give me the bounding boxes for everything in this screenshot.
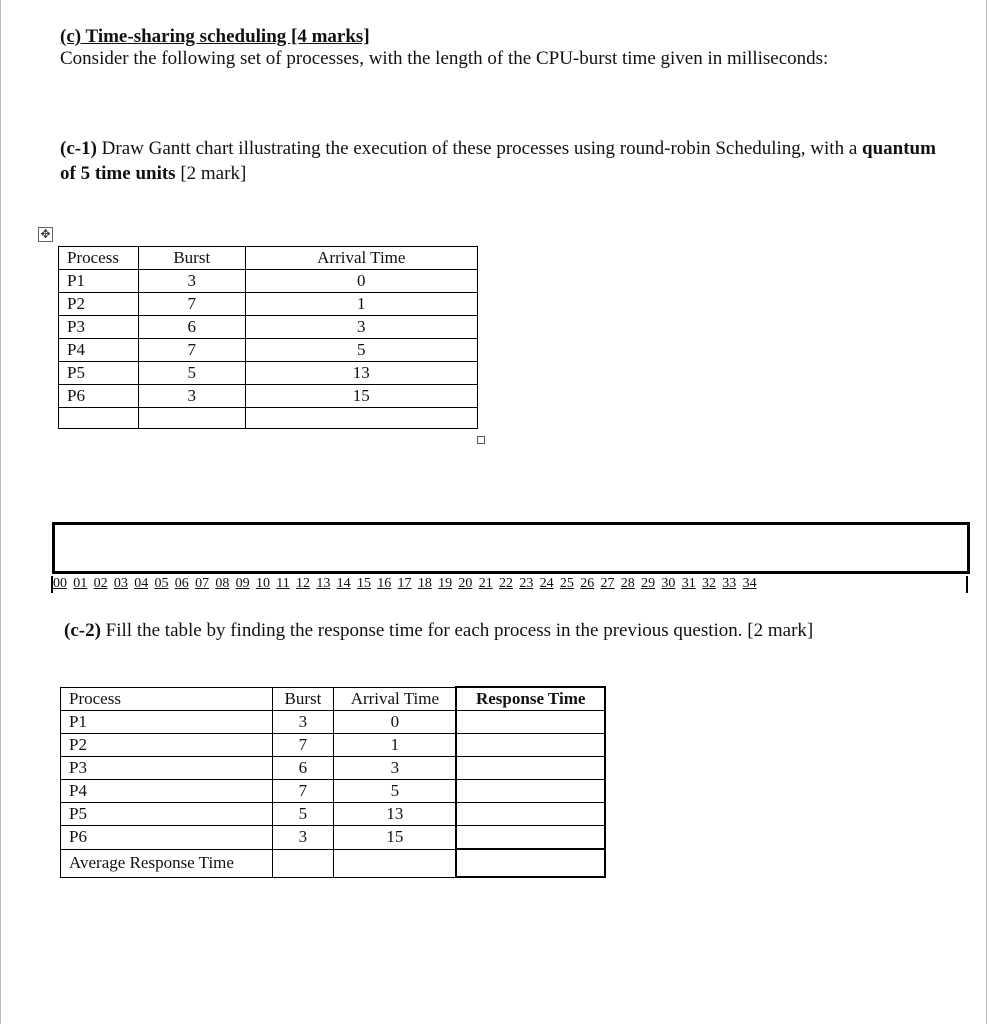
table-row bbox=[61, 757, 606, 780]
cell-arrival: 0 bbox=[245, 270, 477, 293]
table-resize-handle[interactable] bbox=[477, 436, 485, 444]
cell-arrival: 13 bbox=[245, 362, 477, 385]
table-row bbox=[59, 362, 478, 385]
gantt-time-axis bbox=[51, 576, 968, 593]
table-row bbox=[61, 711, 606, 734]
cell-arrival: 13 bbox=[334, 803, 457, 826]
table-header-row bbox=[61, 687, 606, 711]
cell-arrival: 1 bbox=[334, 734, 457, 757]
table-row bbox=[61, 780, 606, 803]
cell-burst: 7 bbox=[272, 734, 334, 757]
process-table bbox=[58, 246, 478, 429]
cell-process: P1 bbox=[61, 711, 273, 734]
question-c1-label: (c-1) bbox=[60, 138, 97, 159]
cell-arrival: 15 bbox=[245, 385, 477, 408]
cell-response[interactable] bbox=[456, 757, 605, 780]
gantt-tick-label: 06 bbox=[174, 576, 189, 591]
header-burst: Burst bbox=[138, 247, 245, 270]
question-c1-text: Draw Gantt chart illustrating the execution of these processes using round-robin Scheduling, with a bbox=[96, 138, 863, 159]
table-row bbox=[59, 385, 478, 408]
gantt-tick-label: 02 bbox=[93, 576, 108, 591]
gantt-tick-label: 26 bbox=[580, 576, 595, 591]
section-heading: (c) Time-sharing scheduling [4 marks] bbox=[60, 26, 370, 47]
cell-burst: 3 bbox=[272, 711, 334, 734]
table-row bbox=[59, 293, 478, 316]
gantt-tick-label: 12 bbox=[296, 576, 311, 591]
cell-empty[interactable] bbox=[59, 408, 139, 429]
cell-empty[interactable] bbox=[272, 849, 334, 877]
cell-burst: 3 bbox=[272, 826, 334, 850]
gantt-tick-label: 34 bbox=[742, 576, 757, 591]
gantt-tick-label: 13 bbox=[316, 576, 331, 591]
cell-burst: 7 bbox=[138, 339, 245, 362]
gantt-tick-label: 19 bbox=[438, 576, 453, 591]
header-process: Process bbox=[61, 687, 273, 711]
cell-burst: 7 bbox=[138, 293, 245, 316]
cell-arrival: 15 bbox=[334, 826, 457, 850]
question-c1 bbox=[60, 136, 940, 186]
gantt-tick-label: 21 bbox=[478, 576, 493, 591]
response-time-table bbox=[60, 686, 606, 878]
gantt-tick-label: 15 bbox=[356, 576, 371, 591]
gantt-tick-label: 22 bbox=[499, 576, 514, 591]
gantt-tick-label: 31 bbox=[681, 576, 696, 591]
question-c1-bold: quantum of 5 time units bbox=[60, 138, 936, 184]
header-response: Response Time bbox=[456, 687, 605, 711]
table-row bbox=[61, 734, 606, 757]
gantt-tick-label: 33 bbox=[722, 576, 737, 591]
gantt-tick-label: 01 bbox=[73, 576, 88, 591]
question-c1-marks: [2 mark] bbox=[175, 163, 247, 184]
gantt-tick-label: 30 bbox=[661, 576, 676, 591]
table-row-empty bbox=[59, 408, 478, 429]
cell-arrival: 5 bbox=[245, 339, 477, 362]
gantt-tick-label: 17 bbox=[397, 576, 412, 591]
cell-process: P2 bbox=[61, 734, 273, 757]
cell-response[interactable] bbox=[456, 803, 605, 826]
cell-arrival: 3 bbox=[245, 316, 477, 339]
cell-arrival: 3 bbox=[334, 757, 457, 780]
gantt-tick-label: 27 bbox=[600, 576, 615, 591]
cell-process: P3 bbox=[61, 757, 273, 780]
header-burst: Burst bbox=[272, 687, 334, 711]
header-arrival: Arrival Time bbox=[245, 247, 477, 270]
gantt-tick-label: 29 bbox=[641, 576, 656, 591]
cell-response[interactable] bbox=[456, 780, 605, 803]
cell-process: P4 bbox=[59, 339, 139, 362]
gantt-tick-label: 28 bbox=[620, 576, 635, 591]
gantt-tick-label: 08 bbox=[215, 576, 230, 591]
cell-burst: 5 bbox=[138, 362, 245, 385]
cell-burst: 7 bbox=[272, 780, 334, 803]
gantt-chart-box[interactable] bbox=[52, 522, 970, 574]
gantt-tick-label: 25 bbox=[559, 576, 574, 591]
cell-burst: 6 bbox=[138, 316, 245, 339]
table-row bbox=[61, 803, 606, 826]
question-c2-text: Fill the table by finding the response time for each process in the previous question. [2 mark] bbox=[100, 620, 814, 641]
table-move-icon[interactable]: ✥ bbox=[38, 227, 53, 242]
gantt-tick-label: 20 bbox=[458, 576, 473, 591]
table-row bbox=[59, 270, 478, 293]
gantt-tick-label: 09 bbox=[235, 576, 250, 591]
cell-process: P6 bbox=[59, 385, 139, 408]
average-response-value[interactable] bbox=[456, 849, 605, 877]
table-row bbox=[59, 316, 478, 339]
cell-process: P5 bbox=[61, 803, 273, 826]
cell-response[interactable] bbox=[456, 826, 605, 850]
cell-process: P2 bbox=[59, 293, 139, 316]
header-arrival: Arrival Time bbox=[334, 687, 457, 711]
cell-empty[interactable] bbox=[138, 408, 245, 429]
cell-arrival: 0 bbox=[334, 711, 457, 734]
table-row bbox=[59, 339, 478, 362]
cell-burst: 6 bbox=[272, 757, 334, 780]
gantt-tick-label: 04 bbox=[134, 576, 149, 591]
cell-arrival: 5 bbox=[334, 780, 457, 803]
cell-process: P5 bbox=[59, 362, 139, 385]
table-row bbox=[61, 826, 606, 850]
average-row bbox=[61, 849, 606, 877]
intro-text: Consider the following set of processes, with the length of the CPU-burst time given in milliseconds: bbox=[60, 48, 829, 69]
cell-process: P1 bbox=[59, 270, 139, 293]
gantt-tick-label: 10 bbox=[255, 576, 270, 591]
gantt-tick-label: 14 bbox=[336, 576, 351, 591]
gantt-tick-label: 23 bbox=[519, 576, 534, 591]
cell-burst: 3 bbox=[138, 385, 245, 408]
cell-empty[interactable] bbox=[245, 408, 477, 429]
gantt-tick-label: 11 bbox=[276, 576, 290, 591]
gantt-tick-label: 32 bbox=[701, 576, 716, 591]
question-c2 bbox=[64, 620, 813, 642]
gantt-tick-label: 18 bbox=[417, 576, 432, 591]
gantt-tick-label: 03 bbox=[113, 576, 128, 591]
gantt-tick-label: 05 bbox=[154, 576, 169, 591]
average-label: Average Response Time bbox=[61, 849, 273, 877]
table-header-row bbox=[59, 247, 478, 270]
cell-burst: 3 bbox=[138, 270, 245, 293]
cell-arrival: 1 bbox=[245, 293, 477, 316]
cell-process: P6 bbox=[61, 826, 273, 850]
header-process: Process bbox=[59, 247, 139, 270]
gantt-tick-label: 00 bbox=[53, 576, 67, 591]
cell-empty[interactable] bbox=[334, 849, 457, 877]
cell-process: P3 bbox=[59, 316, 139, 339]
cell-response[interactable] bbox=[456, 734, 605, 757]
cell-burst: 5 bbox=[272, 803, 334, 826]
cell-response[interactable] bbox=[456, 711, 605, 734]
question-c2-label: (c-2) bbox=[64, 620, 101, 641]
gantt-tick-label: 07 bbox=[195, 576, 210, 591]
cell-process: P4 bbox=[61, 780, 273, 803]
gantt-tick-label: 16 bbox=[377, 576, 392, 591]
gantt-tick-label: 24 bbox=[539, 576, 554, 591]
